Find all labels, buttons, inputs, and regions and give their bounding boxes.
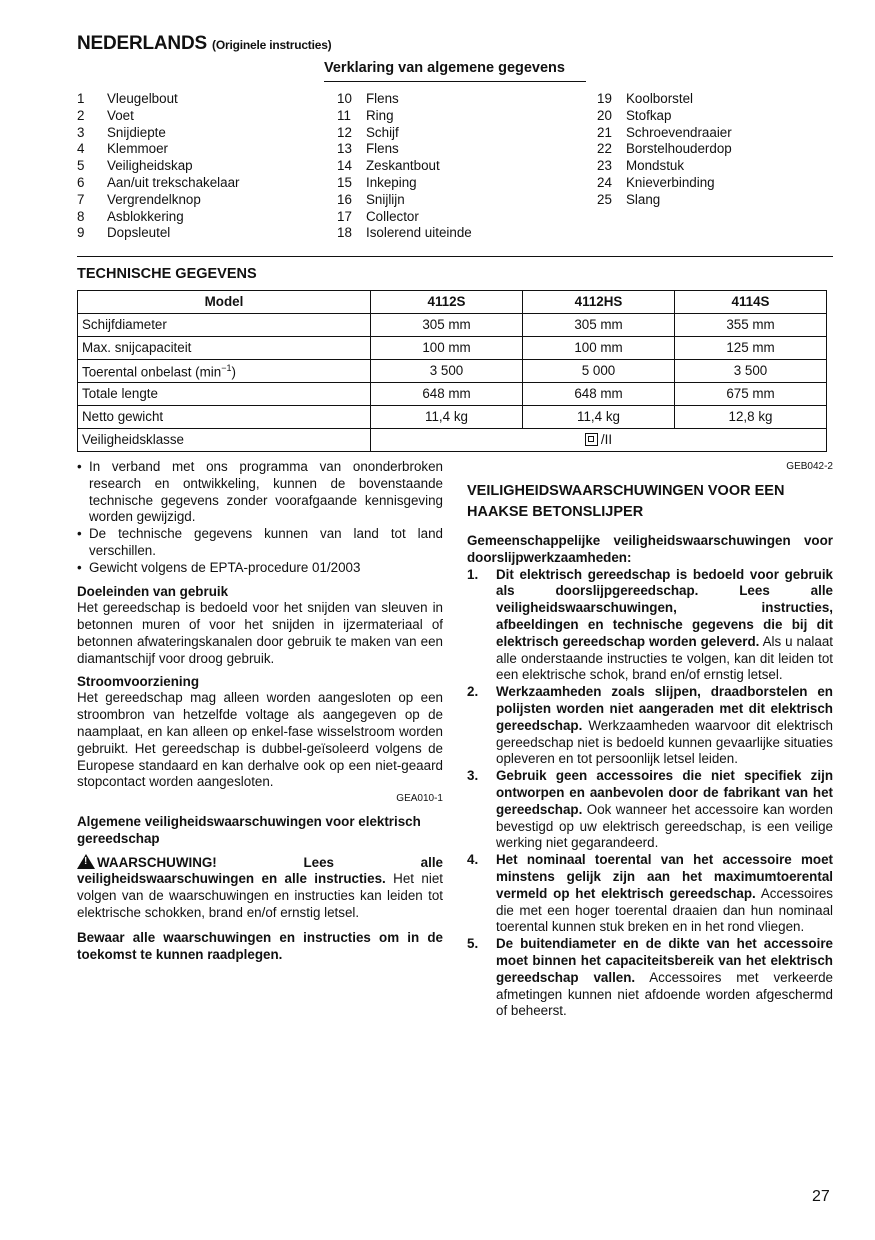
purpose-heading: Doeleinden van gebruik <box>77 583 229 599</box>
list-item <box>337 225 472 242</box>
list-item <box>597 141 732 158</box>
part-label: Mondstuk <box>626 158 685 174</box>
doc-code: GEA010-1 <box>396 793 443 805</box>
list-item: • In verband met ons programma van ononderbroken research en ontwikkeling, kunnen de bovenstaande technische gegevens zonder voorafgaande kennisgeving worden gewijzigd. <box>77 459 443 526</box>
list-item <box>597 91 732 108</box>
part-label: Borstelhouderdop <box>626 141 732 157</box>
part-number: 25 <box>597 191 612 207</box>
list-item <box>337 192 472 209</box>
part-label: Zeskantbout <box>366 158 440 174</box>
parts-list-col2 <box>337 91 472 242</box>
part-number: 10 <box>337 91 352 106</box>
warning-text: Het niet volgen van de waarschuwingen en instructies kan leiden tot elektrische schokken, brand en/of ernstig letsel. <box>77 871 443 920</box>
left-column <box>77 459 443 963</box>
part-number: 7 <box>77 191 85 207</box>
power-text: Het gereedschap mag alleen worden aangesloten op een stroombron van hetzelfde voltage als aangegeven op de naamplaat, en kan alleen op enkel-fase wisselstroom worden gebruikt. Het gereedschap is dubbel-geïsoleerd volgens de Europese standaard en kan derhalve ook op een niet-geaard stopcontact worden aangesloten. <box>77 690 443 790</box>
list-item <box>597 192 732 209</box>
section-divider <box>77 256 833 257</box>
cell: 5 000 <box>523 360 675 383</box>
part-label: Dopsleutel <box>107 225 171 241</box>
warning-triangle-icon <box>77 854 95 869</box>
item-bold: Het nominaal toerental van het accessoire moet minstens gelijk zijn aan het maximumtoerental vermeld op het elektrisch gereedschap. <box>496 852 833 901</box>
list-item <box>597 125 732 142</box>
part-number: 13 <box>337 141 352 157</box>
list-item <box>77 141 240 158</box>
safety-class-value: /II <box>600 431 613 447</box>
list-item <box>337 158 472 175</box>
part-label: Veiligheidskap <box>107 158 193 174</box>
part-label: Isolerend uiteinde <box>366 225 472 241</box>
part-label: Knieverbinding <box>626 174 715 190</box>
part-number: 5 <box>77 158 85 174</box>
list-item <box>467 936 833 1020</box>
warning-bold: WAARSCHUWING! Lees alle veiligheidswaarschuwingen en alle instructies. <box>77 854 443 887</box>
specs-table <box>77 290 827 452</box>
table-row <box>78 314 827 337</box>
row-label-text: Toerental onbelast (min <box>82 364 222 380</box>
item-text: Als u nalaat alle onderstaande instructies te volgen, kan dit leiden tot een elektrische schok, brand en/of ernstig letsel. <box>496 633 833 683</box>
part-number: 22 <box>597 141 612 157</box>
list-item <box>337 209 472 226</box>
part-label: Koolborstel <box>626 91 693 106</box>
list-item <box>77 91 240 108</box>
double-insulation-icon <box>585 433 598 446</box>
part-number: 20 <box>597 107 612 123</box>
part-number: 11 <box>337 107 351 123</box>
item-number: 5. <box>467 936 479 952</box>
table-row <box>78 406 827 429</box>
list-item <box>337 125 472 142</box>
parts-list-col3 <box>597 91 732 209</box>
warning-paragraph <box>77 854 443 922</box>
cell: 648 mm <box>371 383 523 406</box>
item-bold: De buitendiameter en de dikte van het accessoire moet binnen het capaciteitsbereik van het elektrisch gereedschap vallen. <box>496 936 833 985</box>
table-header-row <box>78 291 827 314</box>
cell: 12,8 kg <box>675 406 827 429</box>
part-label: Vleugelbout <box>107 91 178 106</box>
list-item <box>597 158 732 175</box>
part-label: Schijf <box>366 124 399 140</box>
item-number: 3. <box>467 768 479 784</box>
cell: 11,4 kg <box>523 406 675 429</box>
page-number: 27 <box>812 1188 830 1205</box>
item-number: 4. <box>467 852 479 868</box>
part-label: Flens <box>366 141 399 157</box>
item-text: Werkzaamheden waarvoor dit elektrisch gereedschap niet is bedoeld kunnen gevaarlijke situaties opleveren en tot persoonlijk letsel leiden. <box>496 717 833 767</box>
list-item <box>337 91 472 108</box>
list-item <box>77 209 240 226</box>
part-number: 23 <box>597 158 612 174</box>
row-label: Veiligheidsklasse <box>78 429 371 452</box>
cell: 355 mm <box>675 314 827 337</box>
part-number: 16 <box>337 191 352 207</box>
cell: 100 mm <box>523 337 675 360</box>
row-label-suffix: ) <box>231 364 236 380</box>
part-number: 4 <box>77 141 85 157</box>
cell: 675 mm <box>675 383 827 406</box>
list-item <box>77 175 240 192</box>
power-heading: Stroomvoorziening <box>77 673 200 689</box>
item-bold: Werkzaamheden zoals slijpen, draadborstelen en polijsten worden niet aangeraden met dit elektrisch gereedschap. <box>496 684 833 733</box>
part-label: Snijlijn <box>366 191 405 207</box>
list-item <box>467 567 833 685</box>
row-label: Max. snijcapaciteit <box>78 337 371 360</box>
part-number: 1 <box>77 91 85 106</box>
cell: 3 500 <box>371 360 523 383</box>
cell: 11,4 kg <box>371 406 523 429</box>
part-number: 12 <box>337 124 352 140</box>
list-item <box>337 175 472 192</box>
cell: 100 mm <box>371 337 523 360</box>
list-item <box>467 768 833 852</box>
specs-heading: TECHNISCHE GEGEVENS <box>77 266 257 282</box>
list-item <box>467 684 833 768</box>
declaration-heading: Verklaring van algemene gegevens <box>324 60 586 82</box>
grinder-safety-subheading: Gemeenschappelijke veiligheidswaarschuwingen voor doorslijpwerkzaamheden: <box>467 533 833 565</box>
language-heading: NEDERLANDS <box>77 33 207 54</box>
item-bold: Dit elektrisch gereedschap is bedoeld voor gebruik als doorslijpgereedschap. Lees alle veiligheidswaarschuwingen, instructies, afbeeldingen en technische gegevens die bij dit elektrisch gereedschap worden geleverd. <box>496 566 833 649</box>
row-label <box>78 360 371 383</box>
doc-code: GEB042-2 <box>786 461 833 472</box>
general-safety-heading: Algemene veiligheidswaarschuwingen voor elektrisch gereedschap <box>77 813 421 846</box>
list-item <box>467 852 833 936</box>
list-item <box>597 175 732 192</box>
list-item <box>77 125 240 142</box>
item-bold: Gebruik geen accessoires die niet specifiek zijn ontworpen en aanbevolen door de fabrikant van het gereedschap. <box>496 768 833 817</box>
item-number: 2. <box>467 684 479 700</box>
column-header: 4112S <box>371 291 523 314</box>
row-label: Netto gewicht <box>78 406 371 429</box>
part-label: Flens <box>366 91 399 106</box>
list-item <box>77 158 240 175</box>
row-label: Totale lengte <box>78 383 371 406</box>
list-item <box>77 108 240 125</box>
language-subtitle: (Originele instructies) <box>212 38 332 52</box>
item-number: 1. <box>467 566 479 582</box>
part-number: 21 <box>597 124 612 140</box>
part-label: Klemmoer <box>107 141 169 157</box>
list-item: • Gewicht volgens de EPTA-procedure 01/2003 <box>77 560 443 577</box>
part-label: Ring <box>366 107 394 123</box>
part-label: Voet <box>107 107 134 123</box>
cell: 305 mm <box>371 314 523 337</box>
keep-instructions: Bewaar alle waarschuwingen en instructies om in de toekomst te kunnen raadplegen. <box>77 929 443 962</box>
column-header: Model <box>78 291 371 314</box>
table-row <box>78 429 827 452</box>
part-number: 24 <box>597 174 612 190</box>
cell: 3 500 <box>675 360 827 383</box>
page-title <box>77 33 332 54</box>
part-number: 15 <box>337 174 352 190</box>
cell: 648 mm <box>523 383 675 406</box>
part-number: 9 <box>77 225 85 241</box>
safety-list <box>467 567 833 1021</box>
item-text: Accessoires met verkeerde afmetingen kunnen niet afdoende worden afgeschermd of beheerst. <box>496 969 833 1019</box>
part-label: Asblokkering <box>107 208 184 224</box>
superscript: −1 <box>221 363 232 374</box>
list-item <box>77 192 240 209</box>
item-text: Ook wanneer het accessoire kan worden bevestigd op uw elektrisch gereedschap, is een veilige werking niet gegarandeerd. <box>496 801 833 851</box>
part-label: Aan/uit trekschakelaar <box>107 174 240 190</box>
purpose-text: Het gereedschap is bedoeld voor het snijden van sleuven in betonnen muren of voor het snijden in ijzermateriaal of betonnen afwateringskanalen door gebruik te maken van een diamantschijf voor droog gebruik. <box>77 600 443 666</box>
right-column <box>467 481 833 1020</box>
part-number: 19 <box>597 91 612 106</box>
row-label: Schijfdiameter <box>78 314 371 337</box>
part-label: Snijdiepte <box>107 124 166 140</box>
part-label: Slang <box>626 191 661 207</box>
part-number: 18 <box>337 225 352 241</box>
part-label: Schroevendraaier <box>626 124 732 140</box>
list-item <box>77 225 240 242</box>
notes-list <box>77 459 443 577</box>
part-number: 6 <box>77 174 85 190</box>
table-row <box>78 383 827 406</box>
part-number: 3 <box>77 124 85 140</box>
cell <box>371 429 827 452</box>
column-header: 4114S <box>675 291 827 314</box>
table-row <box>78 337 827 360</box>
part-label: Inkeping <box>366 174 417 190</box>
cell: 125 mm <box>675 337 827 360</box>
part-number: 8 <box>77 208 85 224</box>
part-label: Vergrendelknop <box>107 191 201 207</box>
part-number: 17 <box>337 208 352 224</box>
part-number: 2 <box>77 107 85 123</box>
cell: 305 mm <box>523 314 675 337</box>
column-header: 4112HS <box>523 291 675 314</box>
table-row <box>78 360 827 383</box>
grinder-safety-heading: VEILIGHEIDSWAARSCHUWINGEN VOOR EEN HAAKSE BETONSLIJPER <box>467 483 785 520</box>
parts-list-col1 <box>77 91 240 242</box>
part-label: Stofkap <box>626 107 672 123</box>
list-item: • De technische gegevens kunnen van land tot land verschillen. <box>77 526 443 560</box>
part-label: Collector <box>366 208 419 224</box>
part-number: 14 <box>337 158 352 174</box>
list-item <box>597 108 732 125</box>
list-item <box>337 108 472 125</box>
item-text: Accessoires die met een hoger toerental draaien dan hun nominaal toerental kunnen stuk breken en in het rond vliegen. <box>496 885 834 935</box>
list-item <box>337 141 472 158</box>
